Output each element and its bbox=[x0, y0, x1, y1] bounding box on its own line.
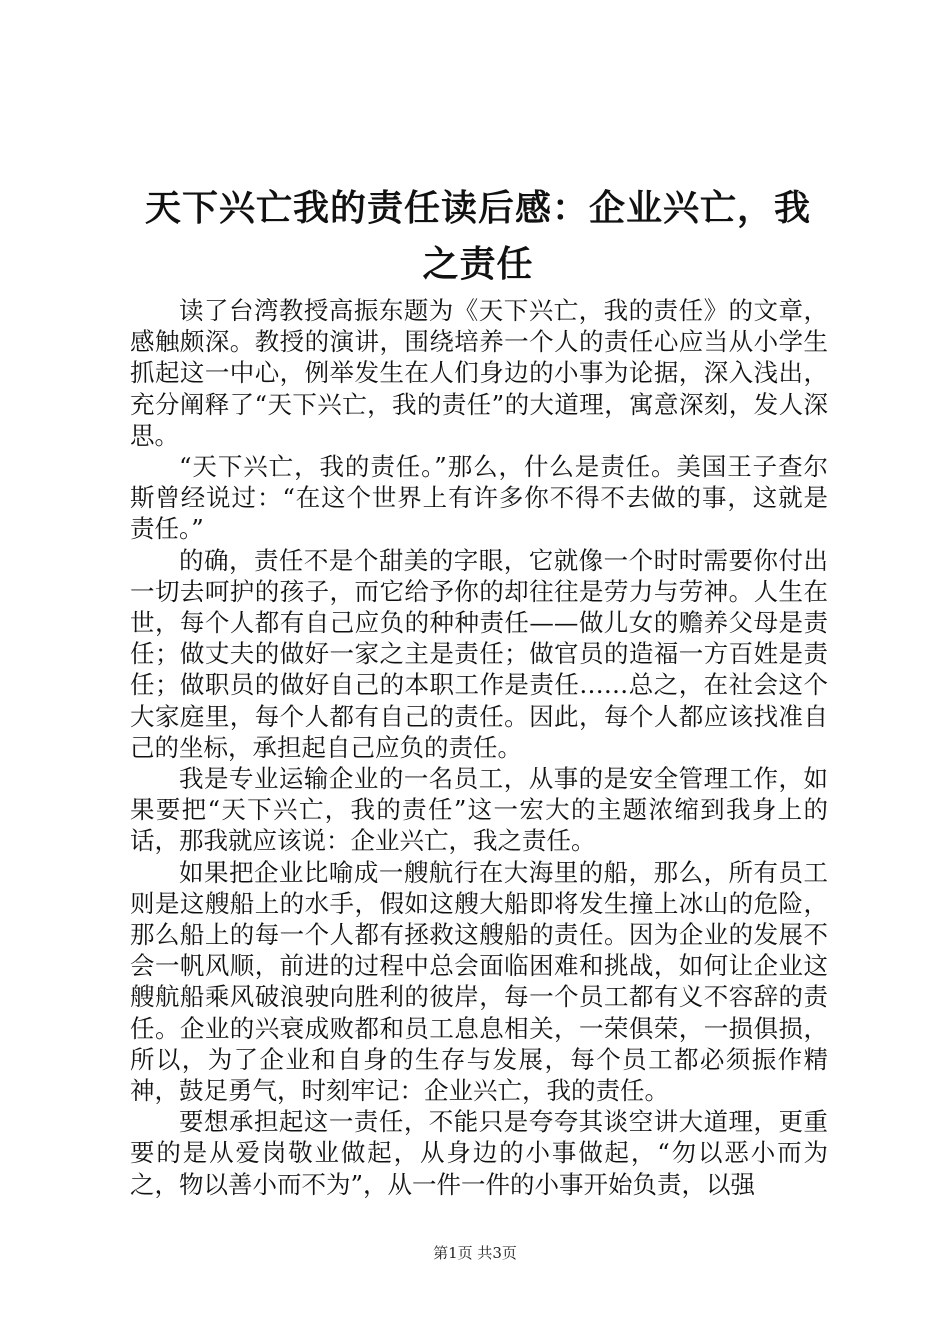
paragraph-1: 读了台湾教授高振东题为《天下兴亡，我的责任》的文章，感触颇深。教授的演讲，围绕培养一个人的责任心应当从小学生抓起这一中心，例举发生在人们身边的小事为论据，深入浅出，充分阐释了“天下兴亡，我的责任”的大道理，寓意深刻，发人深思。 bbox=[130, 296, 828, 450]
paragraph-5: 如果把企业比喻成一艘航行在大海里的船，那么，所有员工则是这艘船上的水手，假如这艘大船即将发生撞上冰山的危险，那么船上的每一个人都有拯救这艘船的责任。因为企业的发展不会一帆风顺，前进的过程中总会面临困难和挑战，如何让企业这艘航船乘风破浪驶向胜利的彼岸，每一个员工都有义不容辞的责任。企业的兴衰成败都和员工息息相关，一荣俱荣，一损俱损，所以，为了企业和自身的生存与发展，每个员工都必须振作精神，鼓足勇气，时刻牢记：企业兴亡，我的责任。 bbox=[130, 857, 828, 1106]
page-number-footer: 第1页 共3页 bbox=[433, 1244, 517, 1262]
paragraph-6: 要想承担起这一责任，不能只是夸夸其谈空讲大道理，更重要的是从爱岗敬业做起，从身边的小事做起，“勿以恶小而为之，物以善小而不为”，从一件一件的小事开始负责，以强 bbox=[130, 1107, 828, 1199]
document-title: 天下兴亡我的责任读后感：企业兴亡，我之责任 bbox=[144, 187, 811, 285]
paragraph-4: 我是专业运输企业的一名员工，从事的是安全管理工作，如果要把“天下兴亡，我的责任”这一宏大的主题浓缩到我身上的话，那我就应该说：企业兴亡，我之责任。 bbox=[130, 764, 828, 856]
document-body bbox=[130, 295, 828, 1200]
paragraph-2: “天下兴亡，我的责任。”那么，什么是责任。美国王子查尔斯曾经说过：“在这个世界上有许多你不得不去做的事，这就是责任。” bbox=[130, 452, 828, 544]
paragraph-3: 的确，责任不是个甜美的字眼，它就像一个时时需要你付出一切去呵护的孩子，而它给予你的却往往是劳力与劳神。人生在世，每个人都有自己应负的种种责任——做儿女的赡养父母是责任；做丈夫的做好一家之主是责任；做官员的造福一方百姓是责任；做职员的做好自己的本职工作是责任……总之，在社会这个大家庭里，每个人都有自己的责任。因此，每个人都应该找准自己的坐标，承担起自己应负的责任。 bbox=[130, 545, 828, 762]
